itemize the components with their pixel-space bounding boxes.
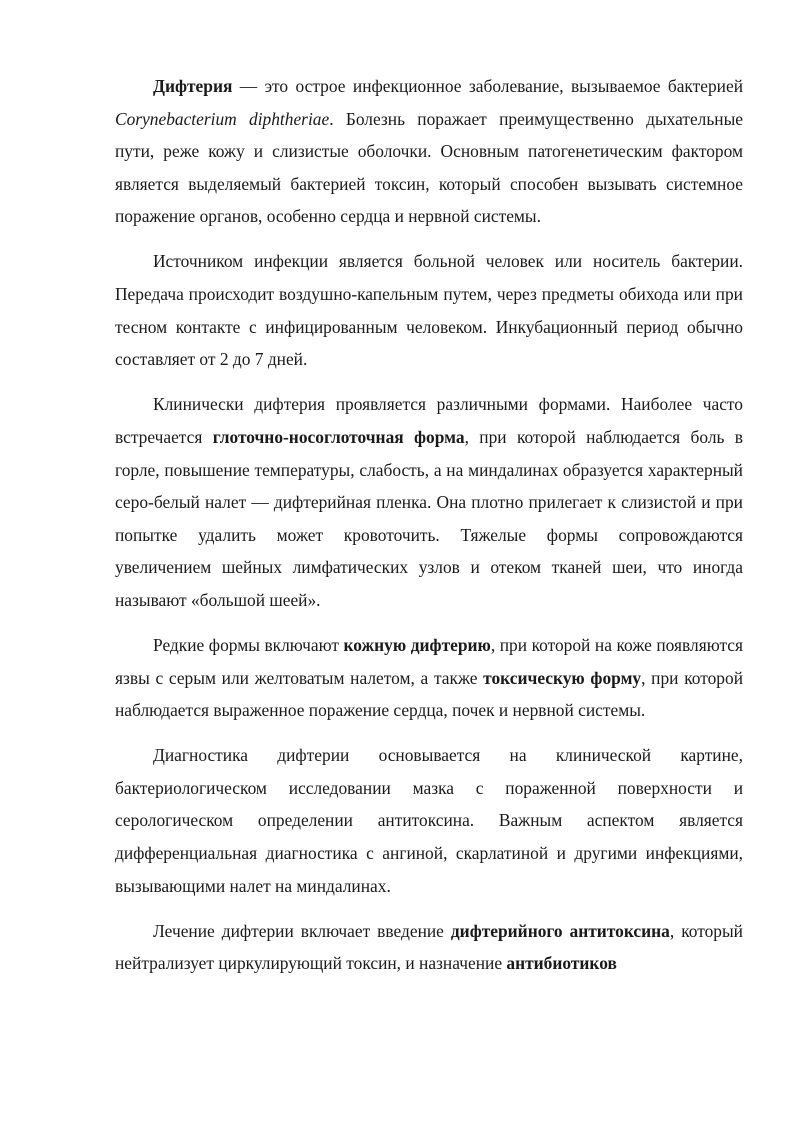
term-antitoxin: дифтерийного антитоксина xyxy=(450,920,670,941)
text-run: Источником инфекции является больной человек или носитель бактерии. Передача происходит воздушно-капельным путем, через предметы обихода или при тесном контакте с инфицированным человеком. Инкубационный период обычно составляет от 2 до 7 дней. xyxy=(115,251,743,370)
document-page xyxy=(115,70,743,980)
text-run: , при которой наблюдается боль в горле, повышение температуры, слабость, а на миндалинах образуется характерный серо-белый налет — дифтерийная пленка. Она плотно прилегает к слизистой и при попытке удалить может кровоточить. Тяжелые формы сопровождаются увеличением шейных лимфатических узлов и отеком тканей шеи, что иногда называют «большой шеей». xyxy=(115,426,744,610)
term-diphtheria: Дифтерия xyxy=(153,76,233,96)
paragraph-definition xyxy=(115,70,743,233)
text-run: . Болезнь поражает преимущественно дыхательные пути, реже кожу и слизистые оболочки. Основным патогенетическим фактором является выделяемый бактерией токсин, который способен вызывать системное поражение органов, особенно сердца и нервной системы. xyxy=(115,108,743,227)
bacterium-name: Corynebacterium diphtheriae xyxy=(115,108,330,129)
text-run: , который нейтрализует циркулирующий токсин, и назначение xyxy=(115,920,743,974)
text-run: , при которой наблюдается выраженное поражение сердца, почек и нервной системы. xyxy=(115,667,744,721)
term-pharyngeal-form: глоточно-носоглоточная форма xyxy=(212,426,465,447)
text-run: , при которой на коже появляются язвы с серым или желтоватым налетом, а также xyxy=(115,635,743,688)
text-run: Лечение дифтерии включает введение xyxy=(153,920,451,941)
paragraph-rare-forms xyxy=(115,629,743,727)
text-run: Диагностика дифтерии основывается на клинической картине, бактериологическом исследовании мазка с пораженной поверхности и серологическом определении антитоксина. Важным аспектом является дифференциальная диагностика с ангиной, скарлатиной и другими инфекциями, вызывающими налет на миндалинах. xyxy=(115,745,743,896)
term-toxic-form: токсическую форму xyxy=(483,667,642,688)
text-run: Редкие формы включают xyxy=(153,635,344,655)
paragraph-transmission xyxy=(115,245,743,375)
term-antibiotics: антибиотиков xyxy=(506,953,617,974)
paragraph-clinical-forms xyxy=(115,388,743,616)
paragraph-treatment xyxy=(115,915,743,980)
text-run: Клинически дифтерия проявляется различными формами. Наиболее часто встречается xyxy=(115,394,743,447)
text-run: — это острое инфекционное заболевание, вызываемое бактерией xyxy=(232,76,743,96)
term-cutaneous-form: кожную дифтерию xyxy=(343,635,491,655)
paragraph-diagnostics xyxy=(115,739,743,902)
